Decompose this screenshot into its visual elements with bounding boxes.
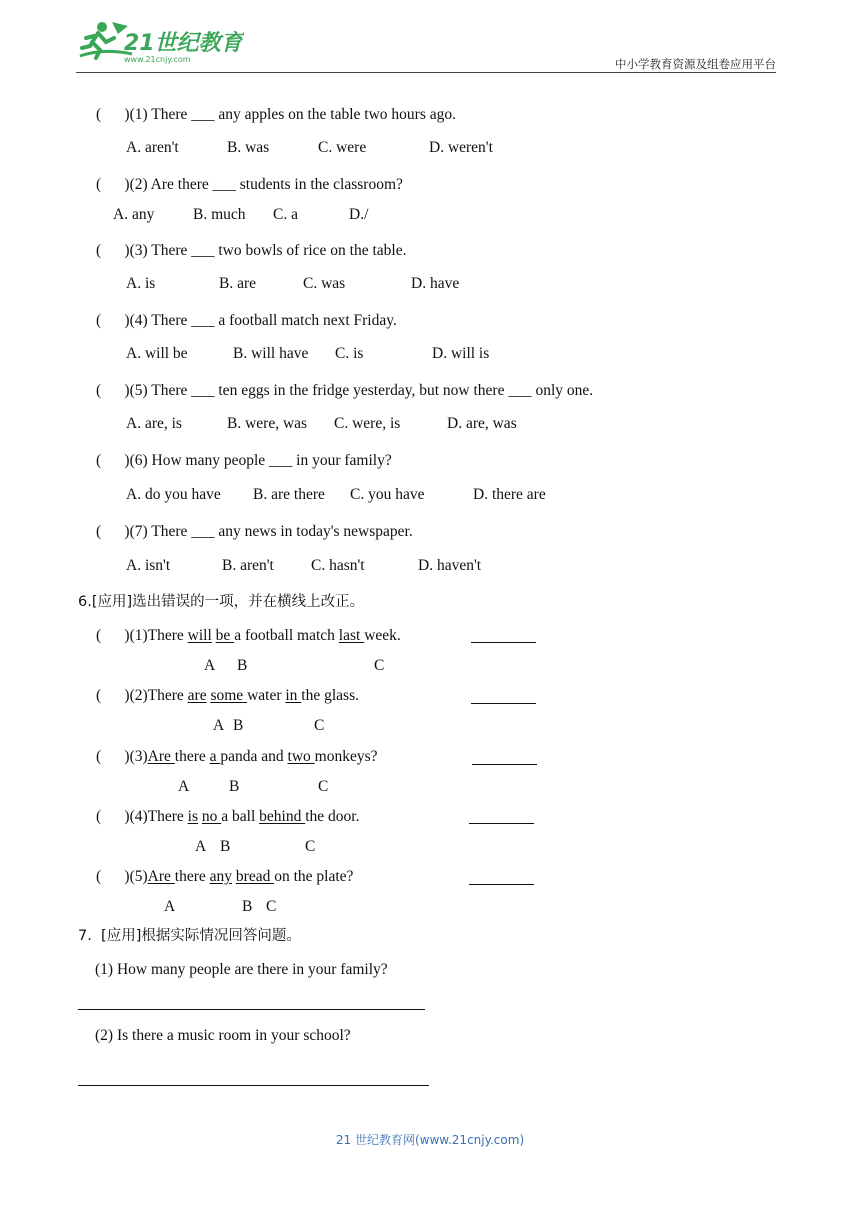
option-b-underline: be (215, 627, 235, 644)
option-b-underline: any (209, 868, 233, 885)
option-d: D. weren't (429, 139, 493, 156)
open-question: (1) How many people are there in your family? (95, 961, 388, 978)
svg-text:www.21cnjy.com: www.21cnjy.com (124, 55, 191, 64)
letter-c: C (266, 898, 277, 915)
answer-blank[interactable] (469, 884, 534, 885)
error-item: ( )(4)There is no a ball behind the door. (96, 808, 360, 825)
letter-a: A (178, 778, 190, 795)
option-c: C. was (303, 275, 346, 292)
answer-blank[interactable] (472, 764, 537, 765)
header-divider (76, 72, 776, 73)
option-c: C. hasn't (311, 557, 365, 574)
option-a-underline: Are (147, 868, 175, 885)
option-a: A. aren't (126, 139, 179, 156)
option-d: D. will is (432, 345, 490, 362)
option-b-underline: a (209, 748, 221, 765)
option-b: B. are (219, 275, 257, 292)
option-c-underline: bread (235, 868, 275, 885)
option-b-underline: no (201, 808, 222, 825)
option-b: B. will have (233, 345, 309, 362)
option-b-underline: some (210, 687, 248, 704)
option-b: B. aren't (222, 557, 274, 574)
option-c-underline: two (287, 748, 315, 765)
site-logo (74, 18, 244, 66)
letter-b: B (242, 898, 253, 915)
answer-line[interactable] (78, 1085, 429, 1086)
option-d: D./ (349, 206, 369, 223)
letter-a: A (164, 898, 176, 915)
option-b: B. was (227, 139, 270, 156)
question-stem: ( )(6) How many people ___ in your family? (96, 452, 392, 469)
option-c: C. a (273, 206, 298, 223)
option-c-underline: last (338, 627, 365, 644)
error-item: ( )(3)Are there a panda and two monkeys? (96, 748, 378, 765)
letter-b: B (237, 657, 248, 674)
letter-c: C (305, 838, 316, 855)
option-d: D. there are (473, 486, 546, 503)
option-a: A. are, is (126, 415, 182, 432)
section-7-title: 7. [应用]根据实际情况回答问题。 (78, 928, 301, 944)
option-c: C. you have (350, 486, 425, 503)
question-stem: ( )(1) There ___ any apples on the table two hours ago. (96, 106, 456, 123)
letter-c: C (314, 717, 325, 734)
option-a-underline: are (187, 687, 207, 704)
question-stem: ( )(7) There ___ any news in today's newspaper. (96, 523, 413, 540)
option-a: A. any (113, 206, 155, 223)
option-b: B. much (193, 206, 246, 223)
question-stem: ( )(3) There ___ two bowls of rice on the table. (96, 242, 407, 259)
option-a: A. is (126, 275, 156, 292)
option-c-underline: behind (259, 808, 306, 825)
runner-logo-icon (74, 18, 244, 66)
answer-blank[interactable] (471, 642, 536, 643)
error-item: ( )(2)There are some water in the glass. (96, 687, 359, 704)
error-item: ( )(1)There will be a football match last week. (96, 627, 401, 644)
option-a: A. isn't (126, 557, 171, 574)
option-b: B. were, was (227, 415, 308, 432)
footer-text: 21 世纪教育网(www.21cnjy.com) (335, 1133, 525, 1147)
question-stem: ( )(2) Are there ___ students in the classroom? (96, 176, 403, 193)
site-name: 中小学教育资源及组卷应用平台 (615, 57, 776, 71)
option-a: A. will be (126, 345, 188, 362)
letter-a: A (213, 717, 225, 734)
option-a-underline: will (187, 627, 212, 644)
option-c-underline: in (285, 687, 302, 704)
letter-b: B (220, 838, 231, 855)
letter-b: B (233, 717, 244, 734)
section-6-title: 6.[应用]选出错误的一项，并在横线上改正。 (78, 594, 365, 610)
option-c: C. were, is (334, 415, 401, 432)
answer-blank[interactable] (469, 823, 534, 824)
option-d: D. have (411, 275, 460, 292)
option-d: D. haven't (418, 557, 482, 574)
error-item: ( )(5)Are there any bread on the plate? (96, 868, 354, 885)
option-a-underline: is (187, 808, 199, 825)
letter-c: C (318, 778, 329, 795)
open-question: (2) Is there a music room in your school? (95, 1027, 351, 1044)
option-b: B. are there (253, 486, 325, 503)
option-a-underline: Are (147, 748, 175, 765)
answer-blank[interactable] (471, 703, 536, 704)
answer-line[interactable] (78, 1009, 425, 1010)
question-stem: ( )(5) There ___ ten eggs in the fridge yesterday, but now there ___ only one. (96, 382, 594, 399)
option-a: A. do you have (126, 486, 221, 503)
letter-c: C (374, 657, 385, 674)
question-stem: ( )(4) There ___ a football match next Friday. (96, 312, 397, 329)
svg-text:21世纪教育: 21世纪教育 (124, 31, 243, 56)
letter-a: A (195, 838, 207, 855)
letter-b: B (229, 778, 240, 795)
option-d: D. are, was (447, 415, 517, 432)
letter-a: A (204, 657, 216, 674)
option-c: C. is (335, 345, 364, 362)
option-c: C. were (318, 139, 367, 156)
